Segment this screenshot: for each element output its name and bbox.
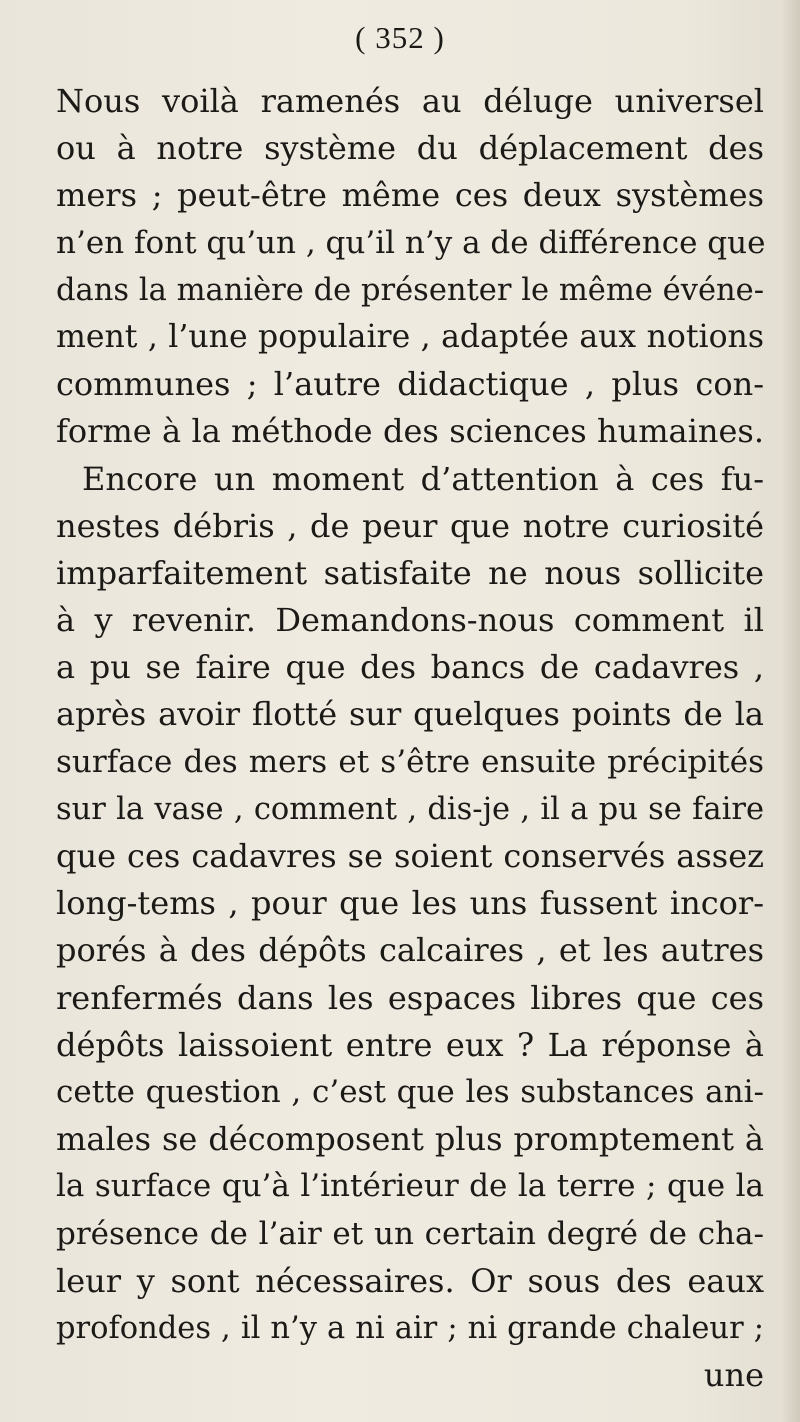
text-line: porés à des dépôts calcaires , et les autres [56,931,764,970]
text-line: cette question , c’est que les substances ani- [56,1073,764,1110]
text-line: ou à notre système du déplacement des [56,129,764,168]
body-text [56,78,764,1399]
page-edge-shadow [782,0,800,1422]
text-line: long-tems , pour que les uns fussent incor- [56,884,764,923]
text-line: imparfaitement satisfaite ne nous sollicite [56,553,764,592]
text-line: a pu se faire que des bancs de cadavres , [56,648,764,687]
text-line: leur y sont nécessaires. Or sous des eaux [56,1261,764,1300]
text-line: dépôts laissoient entre eux ? La réponse à [56,1025,764,1064]
text-line: mers ; peut-être même ces deux systèmes [56,176,764,215]
text-line: nestes débris , de peur que notre curiosité [56,506,764,545]
text-line: que ces cadavres se soient conservés assez [56,837,764,875]
text-line: à y revenir. Demandons-nous comment il [56,601,764,640]
text-line: Nous voilà ramenés au déluge universel [56,82,764,120]
text-line: communes ; l’autre didactique , plus con- [56,365,764,404]
text-line: présence de l’air et un certain degré de cha- [56,1215,764,1252]
catchword: une [703,1356,764,1395]
text-line: dans la manière de présenter le même événe- [56,272,764,308]
text-line: renfermés dans les espaces libres que ces [56,978,764,1017]
text-line: sur la vase , comment , dis-je , il a pu se faire [56,791,764,827]
page-number: ( 352 ) [355,20,445,55]
text-line: males se décomposent plus promptement à [56,1120,764,1159]
text-line: surface des mers et s’être ensuite précipités [56,743,764,780]
text-line: ment , l’une populaire , adaptée aux notions [56,318,764,355]
text-line: après avoir flotté sur quelques points de la [56,695,764,734]
text-line: profondes , il n’y a ni air ; ni grande chaleur ; [56,1310,764,1346]
text-line: forme à la méthode des sciences humaines. [56,412,764,451]
text-line: la surface qu’à l’intérieur de la terre ; que la [56,1168,764,1205]
text-line: n’en font qu’un , qu’il n’y a de différence que [56,224,766,261]
text-line: Encore un moment d’attention à ces fu- [82,459,764,498]
